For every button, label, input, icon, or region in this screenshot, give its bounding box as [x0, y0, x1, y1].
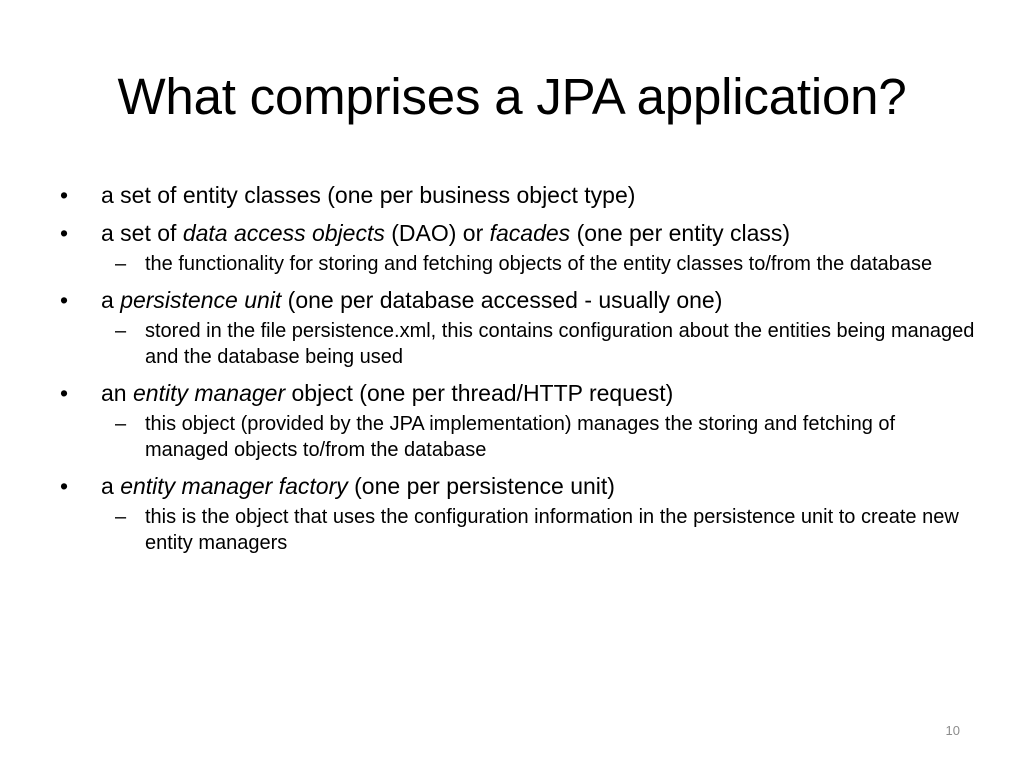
sub-bullet-marker: – [115, 253, 127, 275]
sub-bullet-entity-manager-description [58, 411, 978, 463]
sub-bullet-marker: – [115, 320, 127, 342]
bullet-text: a set of entity classes (one per business object type) [101, 182, 636, 208]
sub-bullet-marker: – [115, 506, 127, 528]
emphasis-data-access-objects: data access objects [182, 220, 385, 246]
bullet-text: a entity manager factory (one per persistence unit) [101, 473, 615, 499]
bullet-item-entity-classes [58, 180, 978, 210]
slide-page-number: 10 [945, 723, 960, 738]
bullet-item-entity-manager [58, 378, 978, 408]
bullet-text: a persistence unit (one per database accessed - usually one) [101, 287, 723, 313]
emphasis-persistence-unit: persistence unit [120, 287, 282, 313]
emphasis-facades: facades [489, 220, 571, 246]
bullet-marker: • [60, 380, 69, 406]
sub-bullet-text: the functionality for storing and fetching objects of the entity classes to/from the database [145, 253, 933, 275]
sub-bullet-text: this object (provided by the JPA implementation) manages the storing and fetching of managed objects to/from the database [145, 413, 896, 461]
bullet-item-entity-manager-factory [58, 471, 978, 501]
sub-bullet-text: this is the object that uses the configuration information in the persistence unit to create new entity managers [145, 506, 959, 554]
bullet-marker: • [60, 473, 69, 499]
bullet-item-data-access-objects [58, 218, 978, 248]
bullet-text: a set of data access objects (DAO) or facades (one per entity class) [101, 220, 791, 246]
bullet-text: an entity manager object (one per thread/HTTP request) [101, 380, 674, 406]
emphasis-entity-manager-factory: entity manager factory [120, 473, 348, 499]
sub-bullet-text: stored in the file persistence.xml, this contains configuration about the entities being managed and the database being used [145, 320, 975, 368]
sub-bullet-persistence-unit-description [58, 318, 978, 370]
sub-bullet-dao-description [58, 251, 978, 277]
bullet-marker: • [60, 287, 69, 313]
bullet-list [58, 180, 978, 556]
bullet-item-persistence-unit [58, 285, 978, 315]
sub-bullet-marker: – [115, 413, 127, 435]
bullet-marker: • [60, 182, 69, 208]
slide-title: What comprises a JPA application? [117, 68, 907, 125]
sub-bullet-factory-description [58, 504, 978, 556]
emphasis-entity-manager: entity manager [132, 380, 286, 406]
bullet-marker: • [60, 220, 69, 246]
